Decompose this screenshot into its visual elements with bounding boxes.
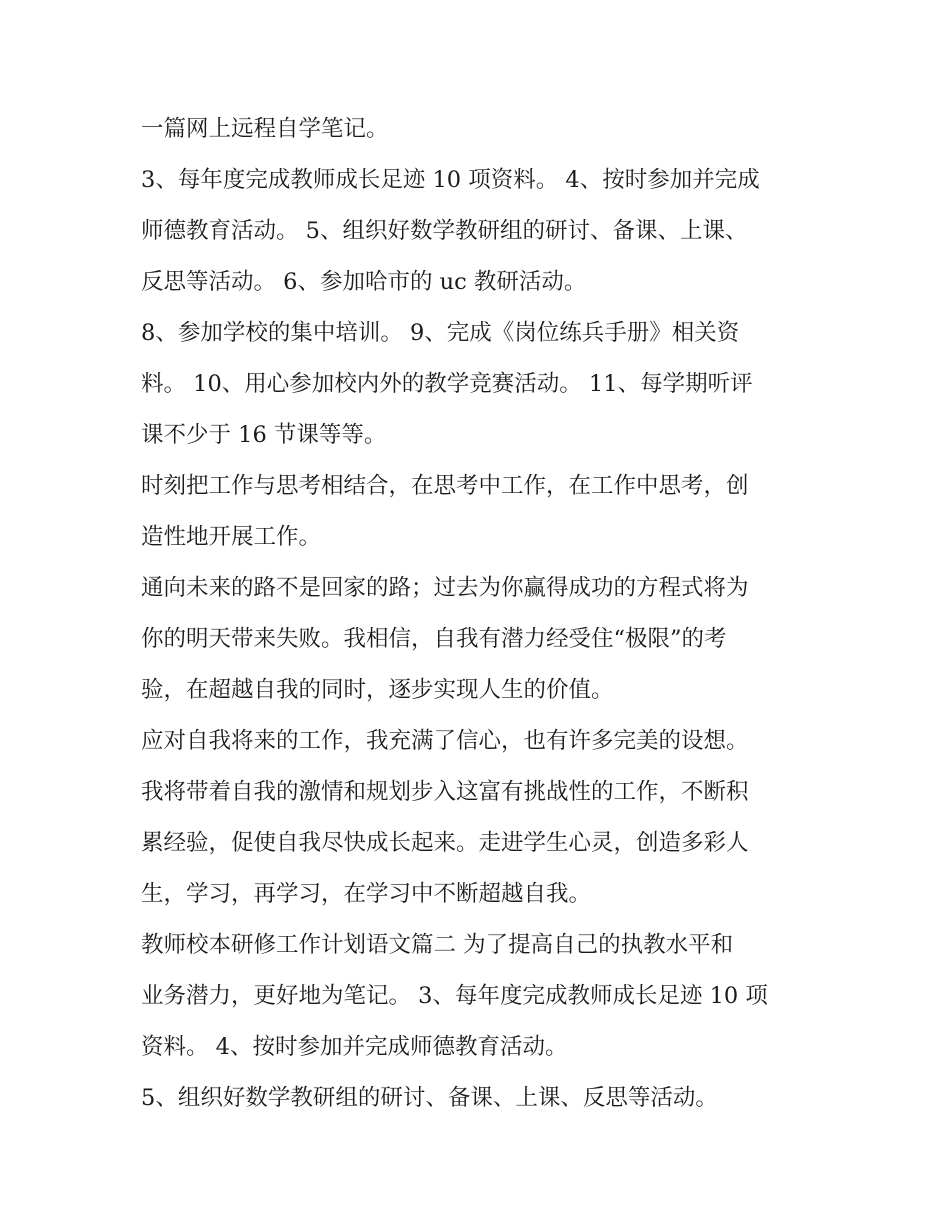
text-line: 教师校本研修工作计划语文篇二 为了提高自己的执教水平和: [141, 932, 734, 958]
text-line: 生，学习，再学习，在学习中不断超越自我。: [141, 881, 592, 907]
text-line: 料。 10、用心参加校内外的教学竞赛活动。 11、每学期听评: [141, 371, 753, 397]
text-line: 3、每年度完成教师成长足迹 10 项资料。 4、按时参加并完成: [141, 167, 760, 193]
text-line: 师德教育活动。 5、组织好数学教研组的研讨、备课、上课、: [141, 218, 748, 244]
text-line: 时刻把工作与思考相结合，在思考中工作，在工作中思考，创: [141, 473, 749, 499]
text-line: 一篇网上远程自学笔记。: [141, 116, 389, 142]
text-line: 累经验，促使自我尽快成长起来。走进学生心灵，创造多彩人: [141, 830, 749, 856]
text-line: 资料。 4、按时参加并完成师德教育活动。: [141, 1034, 568, 1060]
document-body: [141, 104, 821, 1124]
text-line: 课不少于 16 节课等等。: [141, 422, 387, 448]
text-line: 反思等活动。 6、参加哈市的 uc 教研活动。: [141, 269, 587, 295]
text-line: 造性地开展工作。: [141, 524, 322, 550]
text-line: 验，在超越自我的同时，逐步实现人生的价值。: [141, 677, 614, 703]
text-line: 应对自我将来的工作，我充满了信心，也有许多完美的设想。: [141, 728, 749, 754]
text-line: 你的明天带来失败。我相信，自我有潜力经受住“极限”的考: [141, 626, 727, 652]
text-line: 通向未来的路不是回家的路；过去为你赢得成功的方程式将为: [141, 575, 749, 601]
text-line: 我将带着自我的激情和规划步入这富有挑战性的工作，不断积: [141, 779, 749, 805]
text-line: 8、参加学校的集中培训。 9、完成《岗位练兵手册》相关资: [141, 320, 740, 346]
text-line: 5、组织好数学教研组的研讨、备课、上课、反思等活动。: [141, 1085, 718, 1111]
text-line: 业务潜力，更好地为笔记。 3、每年度完成教师成长足迹 10 项: [141, 983, 768, 1009]
